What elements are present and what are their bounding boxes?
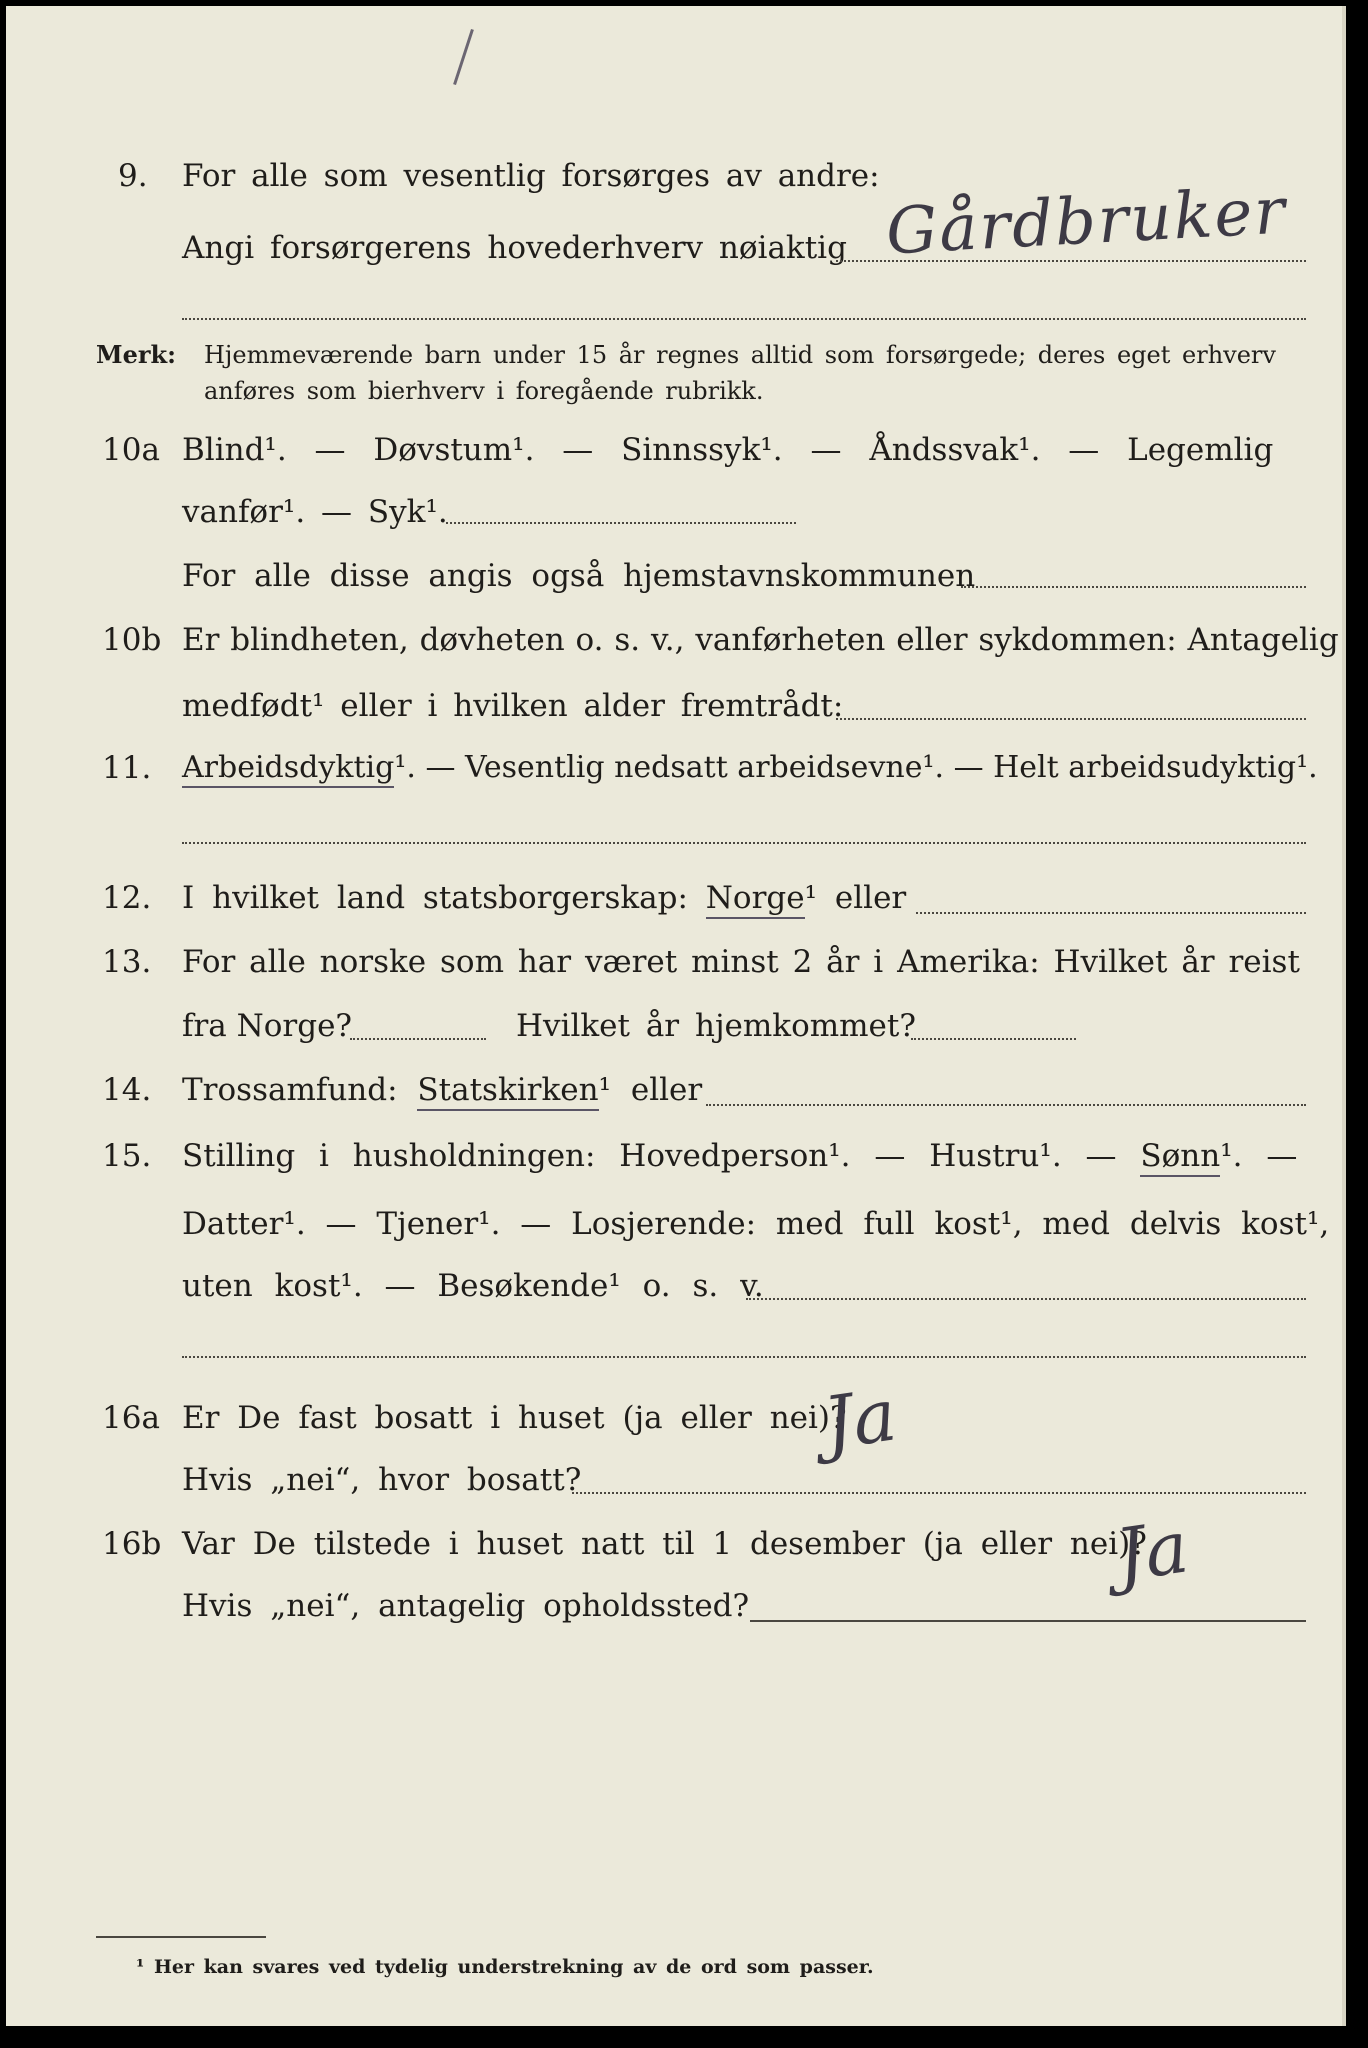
q16b-handwritten-answer: Ja	[1110, 1504, 1194, 1598]
footnote	[136, 1956, 874, 1978]
q15-blank-line	[182, 1356, 1306, 1358]
q15-line1	[182, 1136, 1297, 1176]
q12-option-norge: Norge	[706, 880, 805, 919]
q10b-answer-line	[836, 718, 1306, 720]
q11-number: 11.	[102, 750, 152, 786]
q15-option-sonn: Sønn	[1140, 1138, 1220, 1177]
census-form-page	[6, 6, 1346, 2026]
q13-line2a: fra Norge?	[182, 1008, 353, 1044]
q9-blank-line	[182, 318, 1306, 320]
q16b-line1: Var De tilstede i huset natt til 1 desember (ja eller nei)?	[182, 1526, 1147, 1562]
q16a-number: 16a	[102, 1400, 160, 1436]
merk-line2: anføres som bierhverv i foregående rubrikk.	[204, 377, 764, 405]
q9-line2: Angi forsørgerens hovederhverv nøiaktig	[182, 230, 847, 266]
q15-line1-text: Stilling i husholdningen: Hovedperson¹. — Hustru¹. —	[182, 1138, 1117, 1174]
q12-post: ¹ eller	[804, 880, 907, 916]
q10a-line3: For alle disse angis også hjemstavnskommunen	[182, 558, 976, 594]
q11-rest: ¹. — Vesentlig nedsatt arbeidsevne¹. — Helt arbeidsudyktig¹.	[394, 750, 1318, 785]
merk-line1: Hjemmeværende barn under 15 år regnes alltid som forsørgede; deres eget erhverv	[204, 341, 1276, 369]
merk-label: Merk:	[96, 340, 176, 369]
q16a-line2: Hvis „nei“, hvor bosatt?	[182, 1462, 582, 1498]
footnote-mark: ¹	[136, 1956, 145, 1978]
q12-answer-line	[916, 912, 1306, 914]
q14-question: Trossamfund:	[182, 1072, 398, 1108]
q15-line3: uten kost¹. — Besøkende¹ o. s. v.	[182, 1268, 764, 1304]
q12-number: 12.	[102, 880, 152, 916]
q11-option-arbeidsdyktig: Arbeidsdyktig	[182, 750, 394, 788]
q16b-number: 16b	[102, 1526, 162, 1562]
q16b-opholdssted-line	[750, 1620, 1306, 1622]
footnote-text: Her kan svares ved tydelig understrekning av de ord som passer.	[153, 1956, 874, 1978]
q15-line1-post: ¹. —	[1220, 1138, 1298, 1174]
q14-line	[182, 1070, 702, 1110]
q11-line	[182, 748, 1318, 788]
q9-number: 9.	[118, 158, 148, 194]
q9-line1: For alle som vesentlig forsørges av andre:	[182, 158, 880, 194]
q14-number: 14.	[102, 1072, 152, 1108]
q15-answer-line	[746, 1298, 1306, 1300]
q16a-line1: Er De fast bosatt i huset (ja eller nei)?	[182, 1400, 847, 1436]
q15-number: 15.	[102, 1138, 152, 1174]
q11-blank-line	[182, 842, 1306, 844]
q10b-line2: medfødt¹ eller i hvilken alder fremtrådt:	[182, 688, 844, 724]
q13-line1: For alle norske som har været minst 2 år i Amerika: Hvilket år reist	[182, 944, 1300, 980]
q10a-syk-line	[446, 522, 796, 524]
page-edge	[1342, 6, 1346, 2026]
q16a-bosatt-line	[572, 1492, 1306, 1494]
q14-answer-line	[706, 1104, 1306, 1106]
q10b-number: 10b	[102, 622, 162, 658]
q10a-line2: vanfør¹. — Syk¹.	[182, 494, 448, 530]
q9-handwritten-answer: Gårdbruker	[884, 174, 1289, 270]
footnote-separator	[96, 1936, 266, 1938]
q12-question: I hvilket land statsborgerskap:	[182, 880, 688, 916]
q10a-line1: Blind¹. — Døvstum¹. — Sinnssyk¹. — Åndssvak¹. — Legemlig	[182, 432, 1274, 468]
q15-line2: Datter¹. — Tjener¹. — Losjerende: med full kost¹, med delvis kost¹,	[182, 1206, 1330, 1242]
pen-tick-mark	[453, 29, 474, 85]
q14-post: ¹ eller	[598, 1072, 703, 1108]
q13-reist-line	[350, 1038, 486, 1040]
q12-line	[182, 878, 906, 918]
q13-line2b: Hvilket år hjemkommet?	[516, 1008, 916, 1044]
q16b-line2: Hvis „nei“, antagelig opholdssted?	[182, 1588, 750, 1624]
q10b-line1: Er blindheten, døvheten o. s. v., vanførheten eller sykdommen: Antagelig	[182, 622, 1339, 658]
q10a-hjemstavn-line	[961, 586, 1306, 588]
q10a-number: 10a	[102, 432, 160, 468]
q14-option-statskirken: Statskirken	[417, 1072, 598, 1111]
q13-hjemkommet-line	[911, 1038, 1076, 1040]
q16a-handwritten-answer: Ja	[818, 1372, 902, 1466]
q13-number: 13.	[102, 944, 152, 980]
